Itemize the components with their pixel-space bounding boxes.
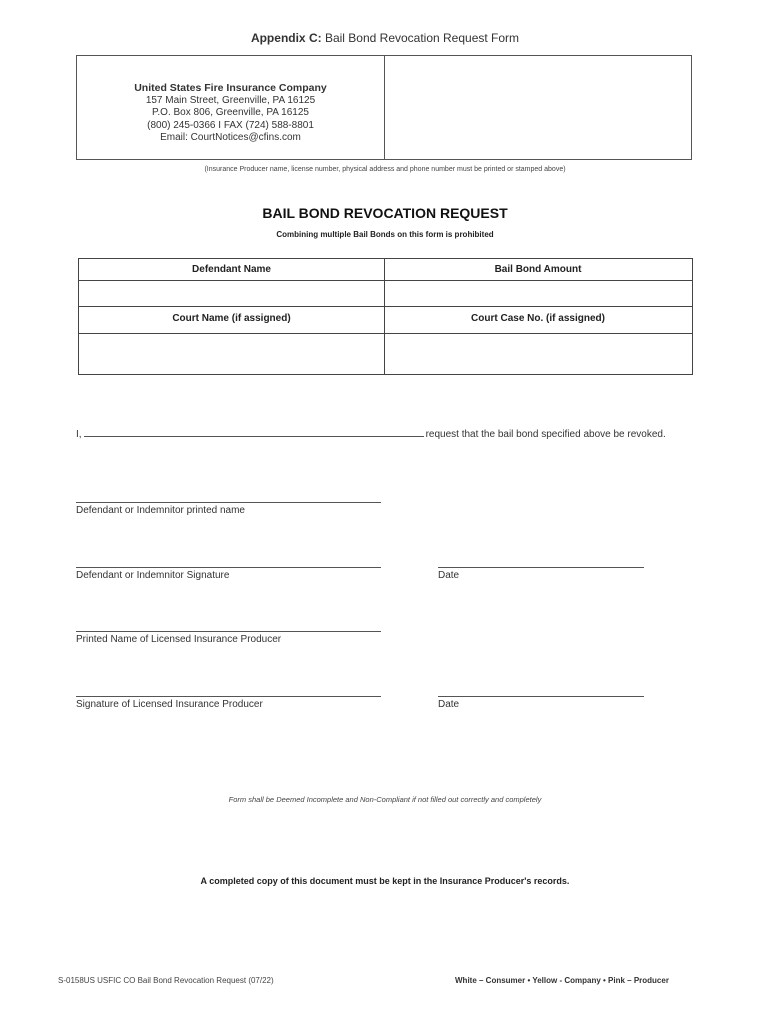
company-po-box: P.O. Box 806, Greenville, PA 16125 [152,107,309,118]
defendant-name-header: Defendant Name [192,264,271,275]
producer-header-box [76,55,692,160]
court-name-field[interactable] [79,334,384,374]
date-line-1[interactable] [438,567,644,568]
revocation-request-statement [76,426,696,440]
bail-bond-amount-header: Bail Bond Amount [494,264,582,275]
company-email: Email: CourtNotices@cfins.com [160,132,301,143]
table-row-divider [79,306,692,307]
date-label-1: Date [438,570,460,581]
request-prefix: I, [76,429,82,440]
court-case-no-field[interactable] [385,334,691,374]
producer-signature-line[interactable] [76,696,381,697]
record-keeping-note: A completed copy of this document must be kept in the Insurance Producer's records. [200,876,570,886]
form-title: BAIL BOND REVOCATION REQUEST [262,205,508,221]
producer-signature-label: Signature of Licensed Insurance Producer [76,699,263,710]
company-phone-fax: (800) 245-0366 I FAX (724) 588-8801 [147,119,314,131]
form-subtitle: Combining multiple Bail Bonds on this form is prohibited [276,230,494,239]
requester-name-field[interactable] [84,426,424,437]
bond-details-table [78,258,693,375]
footer-distribution: White – Consumer • Yellow - Company • Pink – Producer [455,976,669,985]
request-suffix: request that the bail bond specified above be revoked. [425,429,666,440]
appendix-label: Appendix C: [250,31,322,45]
producer-stamp-area[interactable] [385,56,691,159]
incomplete-warning: Form shall be Deemed Incomplete and Non-Compliant if not filled out correctly and completely [228,795,542,804]
defendant-printed-name-label: Defendant or Indemnitor printed name [76,505,245,516]
producer-printed-name-line[interactable] [76,631,381,632]
appendix-title: Bail Bond Revocation Request Form [321,31,520,45]
defendant-signature-line[interactable] [76,567,381,568]
header-note: (Insurance Producer name, license number, physical address and phone number must be printed or stamped above) [204,166,566,173]
producer-printed-name-label: Printed Name of Licensed Insurance Producer [76,634,282,645]
appendix-heading [0,31,770,45]
company-street: 157 Main Street, Greenville, PA 16125 [145,94,316,106]
bail-bond-amount-field[interactable] [385,281,691,306]
footer-form-id: S-0158US USFIC CO Bail Bond Revocation Request (07/22) [58,976,274,985]
defendant-signature-label: Defendant or Indemnitor Signature [76,570,230,581]
court-name-header: Court Name (if assigned) [172,313,291,324]
defendant-name-field[interactable] [79,281,384,306]
date-label-2: Date [438,699,460,710]
court-case-no-header: Court Case No. (if assigned) [471,313,605,324]
company-name: United States Fire Insurance Company [134,82,327,94]
date-line-2[interactable] [438,696,644,697]
company-info [77,82,384,145]
defendant-printed-name-line[interactable] [76,502,381,503]
